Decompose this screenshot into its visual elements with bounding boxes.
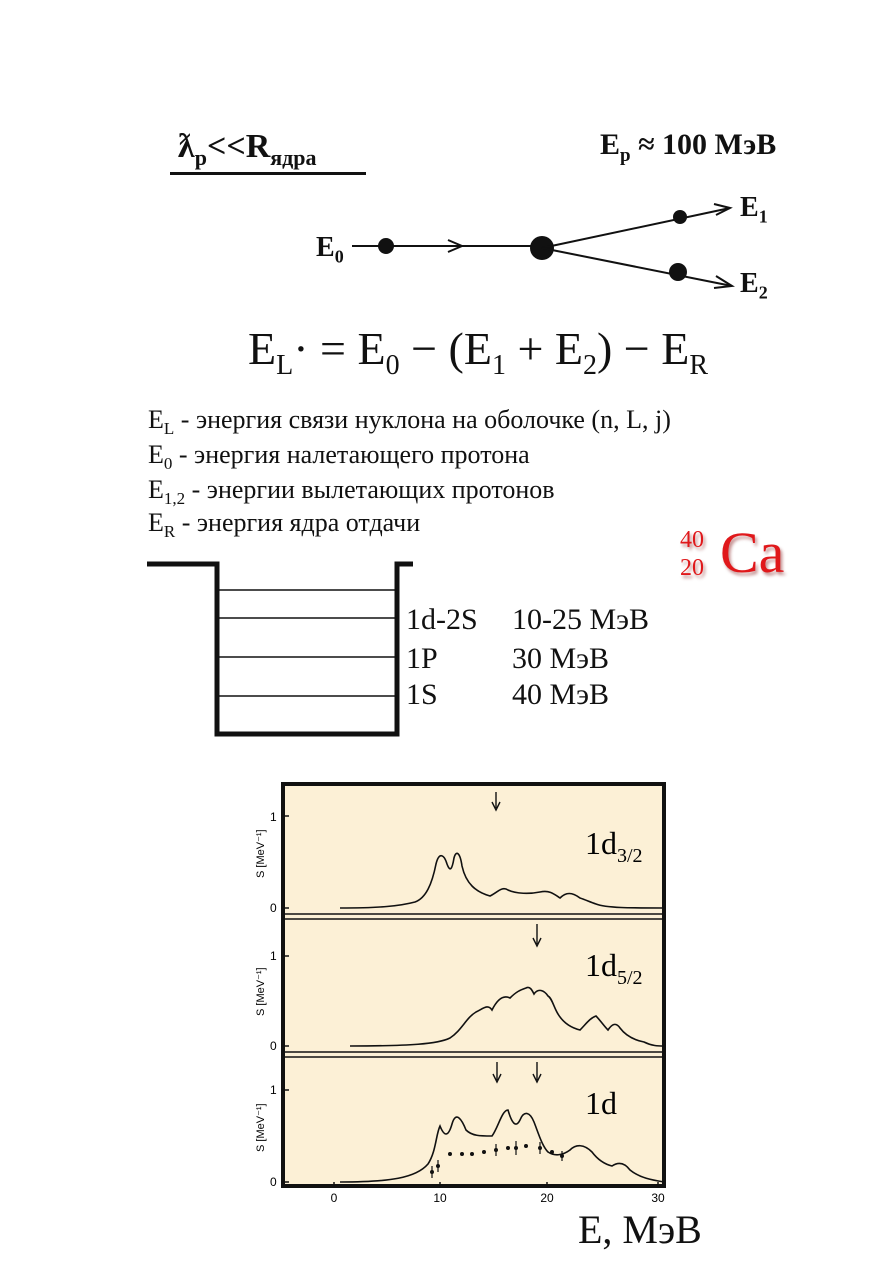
isotope-mass-number: 40	[680, 527, 704, 553]
x-tick-label: 30	[651, 1191, 665, 1205]
y-axis-label: S [MeV⁻¹]	[255, 967, 267, 1016]
label-E1: $E_1$	[740, 192, 768, 227]
y-tick-top: 1	[270, 949, 277, 963]
outgoing-track-1	[542, 208, 730, 248]
panel-label-1d52: $1d_{5/2}$	[585, 947, 643, 989]
potential-well	[145, 560, 415, 745]
x-tick-label: 10	[433, 1191, 447, 1205]
label-E2: $E_2$	[740, 268, 768, 303]
level-energy-1d2s: 10-25 МэВ	[512, 603, 650, 636]
level-name-1s: 1S	[406, 678, 438, 711]
y-axis-label: S [MeV⁻¹]	[255, 1103, 267, 1152]
resolution-condition: $ƛ_p<<R_{ядра}$	[178, 128, 317, 170]
outgoing-track-2	[542, 248, 732, 286]
level-energy-1s: 40 МэВ	[512, 678, 610, 711]
experimental-points	[430, 1144, 564, 1174]
level-name-1d2s: 1d-2S	[406, 603, 478, 636]
curve-1d32	[340, 853, 664, 908]
definition-ER: $E_R$ - энергия ядра отдачи	[148, 508, 421, 542]
x-axis-title: E, МэВ	[578, 1207, 702, 1252]
level-energy-1p: 30 МэВ	[512, 642, 610, 675]
binding-energy-equation: $E_L\cdot = E_0 - (E_1 + E_2) - E_R$	[248, 323, 709, 382]
reaction-diagram	[340, 190, 760, 300]
y-tick-top: 1	[270, 810, 277, 824]
incoming-proton	[378, 238, 394, 254]
y-axis-label: S [MeV⁻¹]	[255, 829, 267, 878]
isotope-atomic-number: 20	[680, 555, 704, 581]
x-tick-label: 0	[330, 1191, 338, 1205]
label-E0: $E_0$	[316, 232, 344, 267]
y-tick-zero: 0	[270, 901, 277, 915]
y-tick-zero: 0	[270, 1039, 277, 1053]
definition-E0: $E_0$ - энергия налетающего протона	[148, 440, 530, 474]
panel-label-1d32: $1d_{3/2}$	[585, 825, 643, 867]
x-tick-label: 20	[540, 1191, 554, 1205]
isotope-symbol: Ca	[720, 520, 785, 585]
definition-E12: $E_{1,2}$ - энергии вылетающих протонов	[148, 475, 555, 509]
outgoing-proton-1	[673, 210, 687, 224]
outgoing-proton-2	[669, 263, 687, 281]
spectral-functions-plot	[240, 780, 680, 1210]
curve-1d52	[350, 987, 664, 1046]
level-name-1p: 1P	[406, 642, 438, 675]
beam-energy: $E_p \approx 100$ МэВ	[600, 128, 777, 166]
definition-EL: $E_L$ - энергия связи нуклона на оболочке (n, L, j)	[148, 405, 671, 439]
condition-underline	[170, 172, 366, 175]
panel-label-1d: 1d	[585, 1085, 617, 1121]
y-tick-zero: 0	[270, 1175, 277, 1189]
y-tick-top: 1	[270, 1083, 277, 1097]
